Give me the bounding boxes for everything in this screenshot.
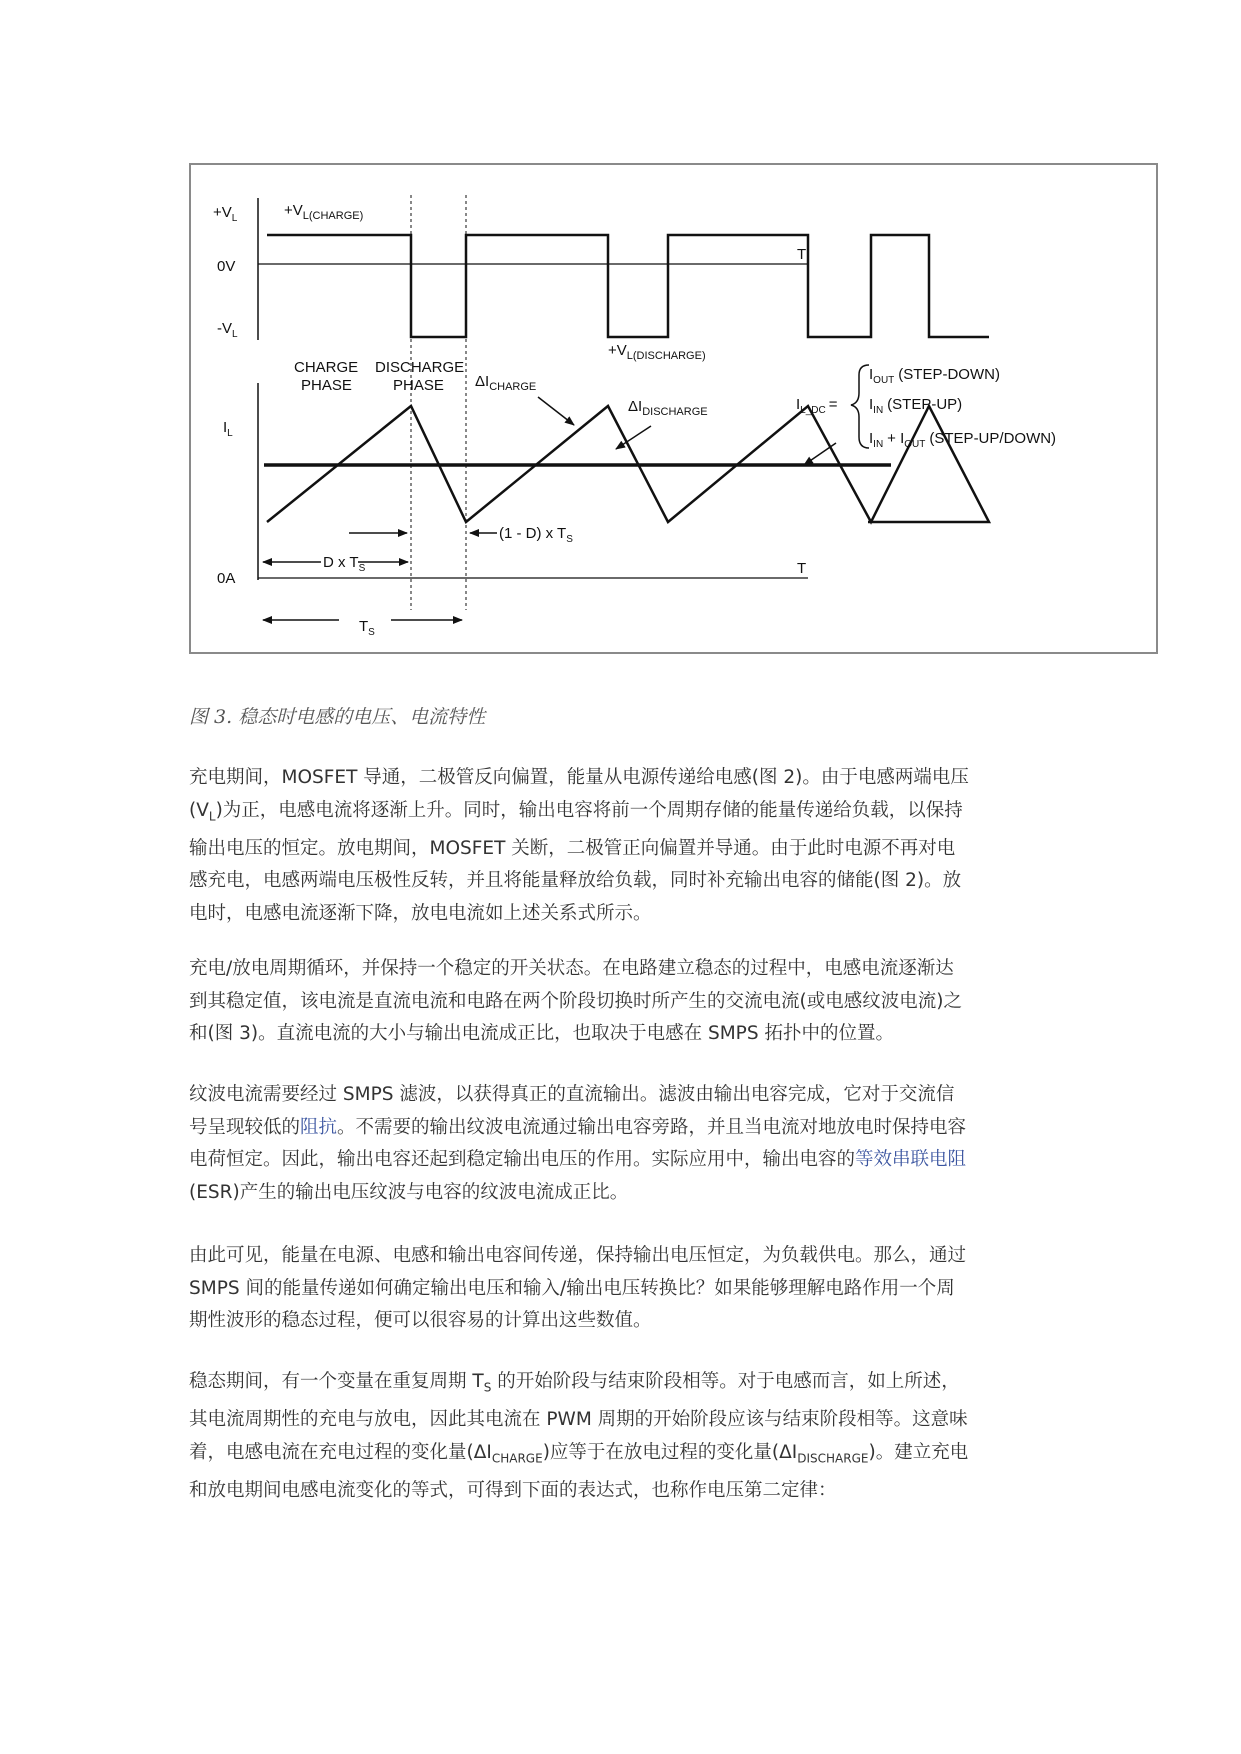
t-top-label: T — [797, 246, 807, 263]
ts-label: $T_S$ — [359, 618, 375, 638]
paragraph-1 — [189, 762, 1049, 930]
il-dc-label: $I_{L\_DC}$ = — [796, 396, 838, 416]
vl-charge-label: $+V_{L(CHARGE)}$ — [284, 202, 364, 222]
p2-line-2: 到其稳定值，该电流是直流电流和电路在两个阶段切换时所产生的交流电流(或电感纹波电流)之 — [189, 990, 962, 1012]
inductor-waveform-figure — [189, 163, 1158, 654]
v-plus-label: $+V_L$ — [213, 204, 238, 224]
p2-line-1: 充电/放电周期循环，并保持一个稳定的开关状态。在电路建立稳态的过程中，电感电流逐渐达 — [189, 958, 954, 979]
p3-line-2: 号呈现较低的阻抗。不需要的输出纹波电流通过输出电容旁路，并且当电流对地放电时保持电容 — [189, 1116, 967, 1138]
impedance-link[interactable]: 阻抗 — [300, 1116, 338, 1138]
p2-line-3: 和(图 3)。直流电流的大小与输出电流成正比，也取决于电感在 SMPS 拓扑中的位置。 — [189, 1023, 894, 1044]
p3-line-3: 电荷恒定。因此，输出电容还起到稳定输出电压的作用。实际应用中，输出电容的等效串联电阻 — [189, 1149, 967, 1170]
zero-a-label: 0A — [217, 570, 236, 587]
p3-line-1: 纹波电流需要经过 SMPS 滤波，以获得真正的直流输出。滤波由输出电容完成，它对于交流信 — [189, 1084, 955, 1105]
p5-line-1: 稳态期间，有一个变量在重复周期 $T_S$ 的开始阶段与结束阶段相等。对于电感而言，如上所述， — [189, 1371, 960, 1395]
esr-link[interactable]: 等效串联电阻 — [855, 1149, 967, 1170]
p1-line-3: 输出电压的恒定。放电期间，MOSFET 关断，二极管正向偏置并导通。由于此时电源不再对电 — [189, 837, 956, 859]
di-charge-arrow — [538, 397, 574, 425]
p1-line-5: 电时，电感电流逐渐下降，放电电流如上述关系式所示。 — [189, 902, 652, 924]
p1-line-2: $(V_L)$为正，电感电流将逐渐上升。同时，输出电容将前一个周期存储的能量传递给负载，以保持 — [189, 799, 963, 824]
zero-v-label: 0V — [217, 258, 236, 275]
paragraph-2 — [189, 953, 1049, 1051]
p5-line-2: 其电流周期性的充电与放电，因此其电流在 PWM 周期的开始阶段应该与结束阶段相等。这意味 — [189, 1409, 968, 1431]
discharge-phase-label-1: DISCHARGE — [375, 359, 465, 376]
p1-line-1: 充电期间，MOSFET 导通，二极管反向偏置，能量从电源传递给电感(图 2)。由于电感两端电压 — [189, 767, 969, 788]
option-step-down: $I_{OUT}$ (STEP-DOWN) — [869, 366, 1000, 386]
il-label: $I_L$ — [223, 419, 233, 439]
one-minus-d-label: (1 - D) x $T_S$ — [499, 525, 573, 545]
charge-phase-label-1: CHARGE — [294, 359, 359, 376]
figure-caption: 图 3. 稳态时电感的电压、电流特性 — [189, 706, 486, 728]
p4-line-3: 期性波形的稳态过程，便可以很容易的计算出这些数值。 — [189, 1310, 652, 1331]
p4-line-1: 由此可见，能量在电源、电感和输出电容间传递，保持输出电压恒定，为负载供电。那么，通过 — [189, 1245, 967, 1266]
p1-line-4: 感充电，电感两端电压极性反转，并且将能量释放给负载，同时补充输出电容的储能(图 2)。放 — [189, 870, 962, 892]
voltage-waveform — [267, 235, 989, 337]
brace — [851, 365, 869, 448]
t-bottom-label: T — [797, 560, 807, 577]
option-step-up-down: $I_{IN} + I_{OUT}$ (STEP-UP/DOWN) — [869, 430, 1057, 450]
paragraph-4 — [189, 1240, 1049, 1338]
p4-line-2: SMPS 间的能量传递如何确定输出电压和输入/输出电压转换比？如果能够理解电路作用一个周 — [189, 1277, 955, 1299]
di-charge-label: $\Delta I_{CHARGE}$ — [475, 373, 537, 393]
p5-line-3: 着，电感电流在充电过程的变化量$(\Delta I_{CHARGE})$应等于在放电过程的变化量$(\Delta I_{DISCHARGE})$。建立充电 — [189, 1441, 969, 1466]
discharge-phase-label-2: PHASE — [393, 377, 444, 394]
di-discharge-label: $\Delta I_{DISCHARGE}$ — [628, 398, 708, 418]
v-minus-label: $-V_L$ — [217, 320, 238, 340]
paragraph-3 — [189, 1079, 1049, 1209]
il-dc-arrow — [804, 443, 836, 465]
option-step-up: $I_{IN}$ (STEP-UP) — [869, 396, 963, 416]
vl-discharge-label: $+V_{L(DISCHARGE)}$ — [608, 342, 706, 362]
paragraph-5 — [189, 1366, 1049, 1507]
p5-line-4: 和放电期间电感电流变化的等式，可得到下面的表达式，也称作电压第二定律： — [189, 1479, 837, 1501]
p3-line-4: (ESR)产生的输出电压纹波与电容的纹波电流成正比。 — [189, 1181, 629, 1203]
charge-phase-label-2: PHASE — [301, 377, 352, 394]
waveform-diagram — [191, 165, 1156, 652]
d-ts-label: D x $T_S$ — [323, 554, 366, 574]
